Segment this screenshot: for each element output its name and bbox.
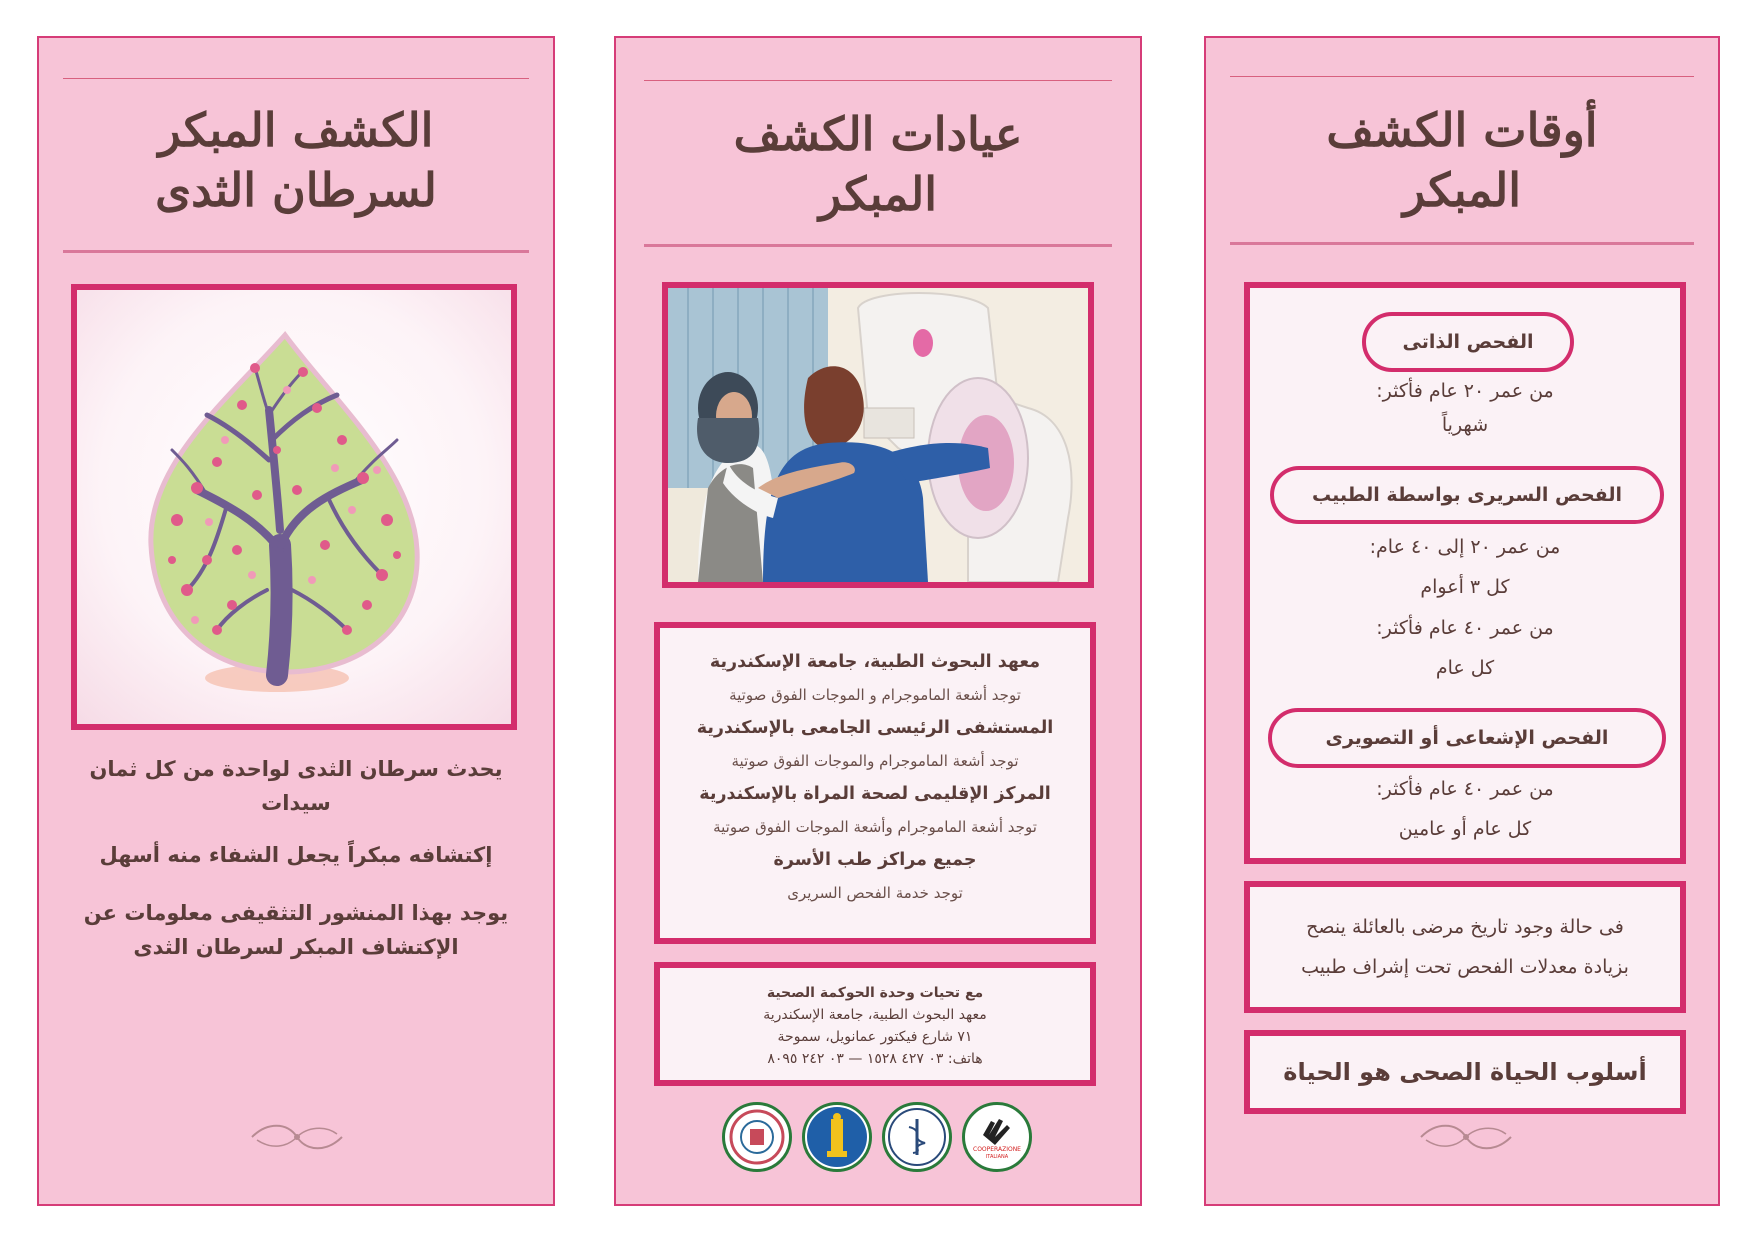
schedule-line: كل عام [1435,657,1495,679]
imaging-exam-label: الفحص الإشعاعى أو التصويرى [1268,708,1666,768]
clinic-name: المركز الإقليمى لصحة المراة بالإسكندرية [699,784,1051,804]
logo-alexandria-governorate [802,1102,872,1172]
self-exam-label: الفحص الذاتى [1362,312,1574,372]
mammography-photo-frame [662,282,1094,588]
logo-governance-unit [722,1102,792,1172]
title-line: أوقات الكشف [1326,103,1598,157]
flourish-ornament [1416,1122,1516,1152]
logo-text: ITALIANA [985,1154,1009,1160]
clinic-services: توجد خدمة الفحص السريرى [787,884,963,902]
mammography-photo [668,288,1088,582]
clinical-exam-label: الفحص السريرى بواسطة الطبيب [1270,466,1664,524]
clinic-name: معهد البحوث الطبية، جامعة الإسكندرية [709,652,1041,672]
phone-line: هاتف: ٠٣ ٤٢٧ ١٥٢٨ — ٠٣ ٢٤٢ ٨٠٩٥ [767,1051,983,1067]
left-paragraph-2: إكتشافه مبكراً يجعل الشفاء منه أسهل [99,843,493,867]
advice-line: بزيادة معدلات الفحص تحت إشراف طبيب [1301,956,1629,978]
slogan-box [1244,1030,1686,1114]
panel-left [37,36,555,1206]
clinic-name: جميع مراكز طب الأسرة [773,850,977,870]
logo-istituto-superiore-di-sanita [882,1102,952,1172]
schedule-line: من عمر ٢٠ عام فأكثر: [1376,380,1554,402]
clinics-list-box [654,622,1096,944]
divider [63,78,529,79]
tree-illustration-frame [71,284,517,730]
middle-title [616,104,1140,224]
left-title [39,100,553,220]
contact-line: معهد البحوث الطبية، جامعة الإسكندرية [763,1007,987,1023]
logo-cooperazione-italiana [962,1102,1032,1172]
clinic-services: توجد أشعة الماموجرام و الموجات الفوق صوتية [729,686,1021,704]
left-paragraph-3: يوجد بهذا المنشور التثقيفى معلومات عن الإكتشاف المبكر لسرطان الثدى [83,901,509,959]
panel-right [1204,36,1720,1206]
divider [1230,242,1694,245]
panel-middle [614,36,1142,1206]
schedule-line: كل ٣ أعوام [1420,576,1510,598]
schedule-line: كل عام أو عامين [1398,818,1532,840]
schedule-line: من عمر ٤٠ عام فأكثر: [1376,778,1554,800]
left-paragraph-1: يحدث سرطان الثدى لواحدة من كل ثمان سيدات [89,757,503,815]
title-line: الكشف المبكر [158,103,434,157]
contact-line: مع تحيات وحدة الحوكمة الصحية [766,985,984,1001]
slogan-text: أسلوب الحياة الصحى هو الحياة [1283,1058,1647,1086]
right-title [1206,100,1718,220]
title-line: لسرطان الثدى [155,163,437,217]
advice-line: فى حالة وجود تاريخ مرضى بالعائلة ينصح [1306,916,1624,938]
logo-text: COOPERAZIONE [973,1146,1021,1153]
divider [644,244,1112,247]
clinic-services: توجد أشعة الماموجرام والموجات الفوق صوتية [731,752,1019,770]
contact-line: ٧١ شارع فيكتور عمانويل، سموحة [777,1029,973,1045]
title-line: المبكر [1402,163,1522,217]
family-history-advice-box [1244,881,1686,1013]
divider [1230,76,1694,77]
title-line: المبكر [818,167,938,221]
clinic-name: المستشفى الرئيسى الجامعى بالإسكندرية [696,718,1054,738]
ribbon-tree-illustration [77,290,511,724]
title-line: عيادات الكشف [733,107,1023,161]
clinic-services: توجد أشعة الماموجرام وأشعة الموجات الفوق صوتية [713,818,1037,836]
flourish-ornament [247,1122,347,1152]
schedule-line: من عمر ٤٠ عام فأكثر: [1376,617,1554,639]
divider [63,250,529,253]
screening-schedule-box [1244,282,1686,864]
schedule-line: من عمر ٢٠ إلى ٤٠ عام: [1369,536,1561,558]
contact-box [654,962,1096,1086]
schedule-line: شهرياً [1441,414,1489,436]
divider [644,80,1112,81]
